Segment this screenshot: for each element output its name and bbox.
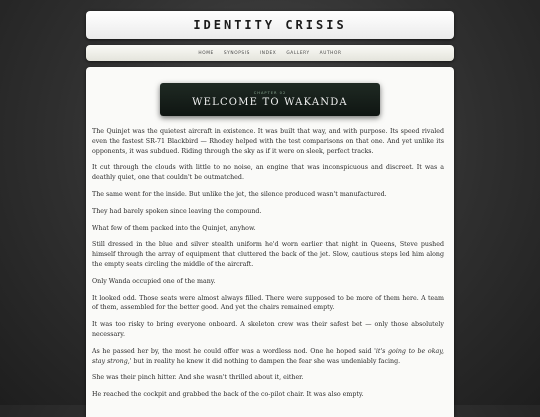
nav-gallery[interactable]: GALLERY [286, 50, 310, 56]
story-text-segment: but in reality he knew it did nothing to dampen the fear she was undeniably facing. [131, 357, 401, 365]
story-paragraph: Still dressed in the blue and silver stealth uniform he'd worn earlier that night in Queens, Steve pushed himself through the array of equipment that cluttered the back of the jet. Slow, cautious steps led him along the empty seats circling the middle of the aircraft. [92, 241, 444, 268]
story-paragraph: Only Wanda occupied one of the many. [92, 277, 216, 285]
story-paragraph: The Quinjet was the quietest aircraft in existence. It was built that way, and with purpose. Its speed rivaled even the fastest SR-71 Blackbird — Rhodey helped with the test comparisons on that one. And yet unlike its opponents, it was subdued. Riding through the sky as if it were on sleek, perfect tracks. [92, 128, 444, 155]
story-paragraph: The same went for the inside. But unlike the jet, the silence produced wasn't manufactured. [92, 190, 387, 198]
chapter-banner [160, 83, 380, 116]
story-text [92, 127, 444, 407]
site-title[interactable]: IDENTITY CRISIS [193, 18, 347, 32]
story-paragraph: She was their pinch hitter. And she wasn't thrilled about it, either. [92, 374, 304, 382]
story-quote: 'it's going to be okay, stay strong,' [92, 347, 444, 365]
site-header [86, 11, 454, 39]
nav-synopsis[interactable]: SYNOPSIS [223, 50, 250, 56]
main-nav [86, 45, 454, 61]
story-paragraph: What few of them packed into the Quinjet, anyhow. [92, 224, 256, 232]
nav-home[interactable]: HOME [198, 50, 214, 56]
chapter-title: WELCOME TO WAKANDA [192, 97, 348, 108]
story-paragraph: It looked odd. Those seats were almost always filled. There were supposed to be more of them here. A team of them, assembled for the better good. And yet the chairs remained empty. [92, 294, 444, 312]
story-paragraph: It was too risky to bring everyone onboard. A skeleton crew was their safest bet — only those absolutely necessary. [92, 321, 444, 338]
story-paragraph: He reached the cockpit and grabbed the back of the co-pilot chair. It was also empty. [92, 391, 364, 399]
nav-author[interactable]: AUTHOR [319, 50, 342, 56]
story-paragraph: They had barely spoken since leaving the compound. [92, 207, 262, 215]
story-paragraph: It cut through the clouds with little to no noise, an engine that was inconspicuous and discreet. It was a deathly quiet, one that couldn't be outmatched. [92, 164, 444, 182]
chapter-content [86, 67, 454, 417]
chapter-number: CHAPTER 02 [253, 91, 287, 95]
nav-index[interactable]: INDEX [259, 50, 277, 56]
story-paragraph [92, 347, 444, 367]
story-text-segment: As he passed her by, the most he could offer was a wordless nod. One he hoped said [92, 347, 375, 355]
